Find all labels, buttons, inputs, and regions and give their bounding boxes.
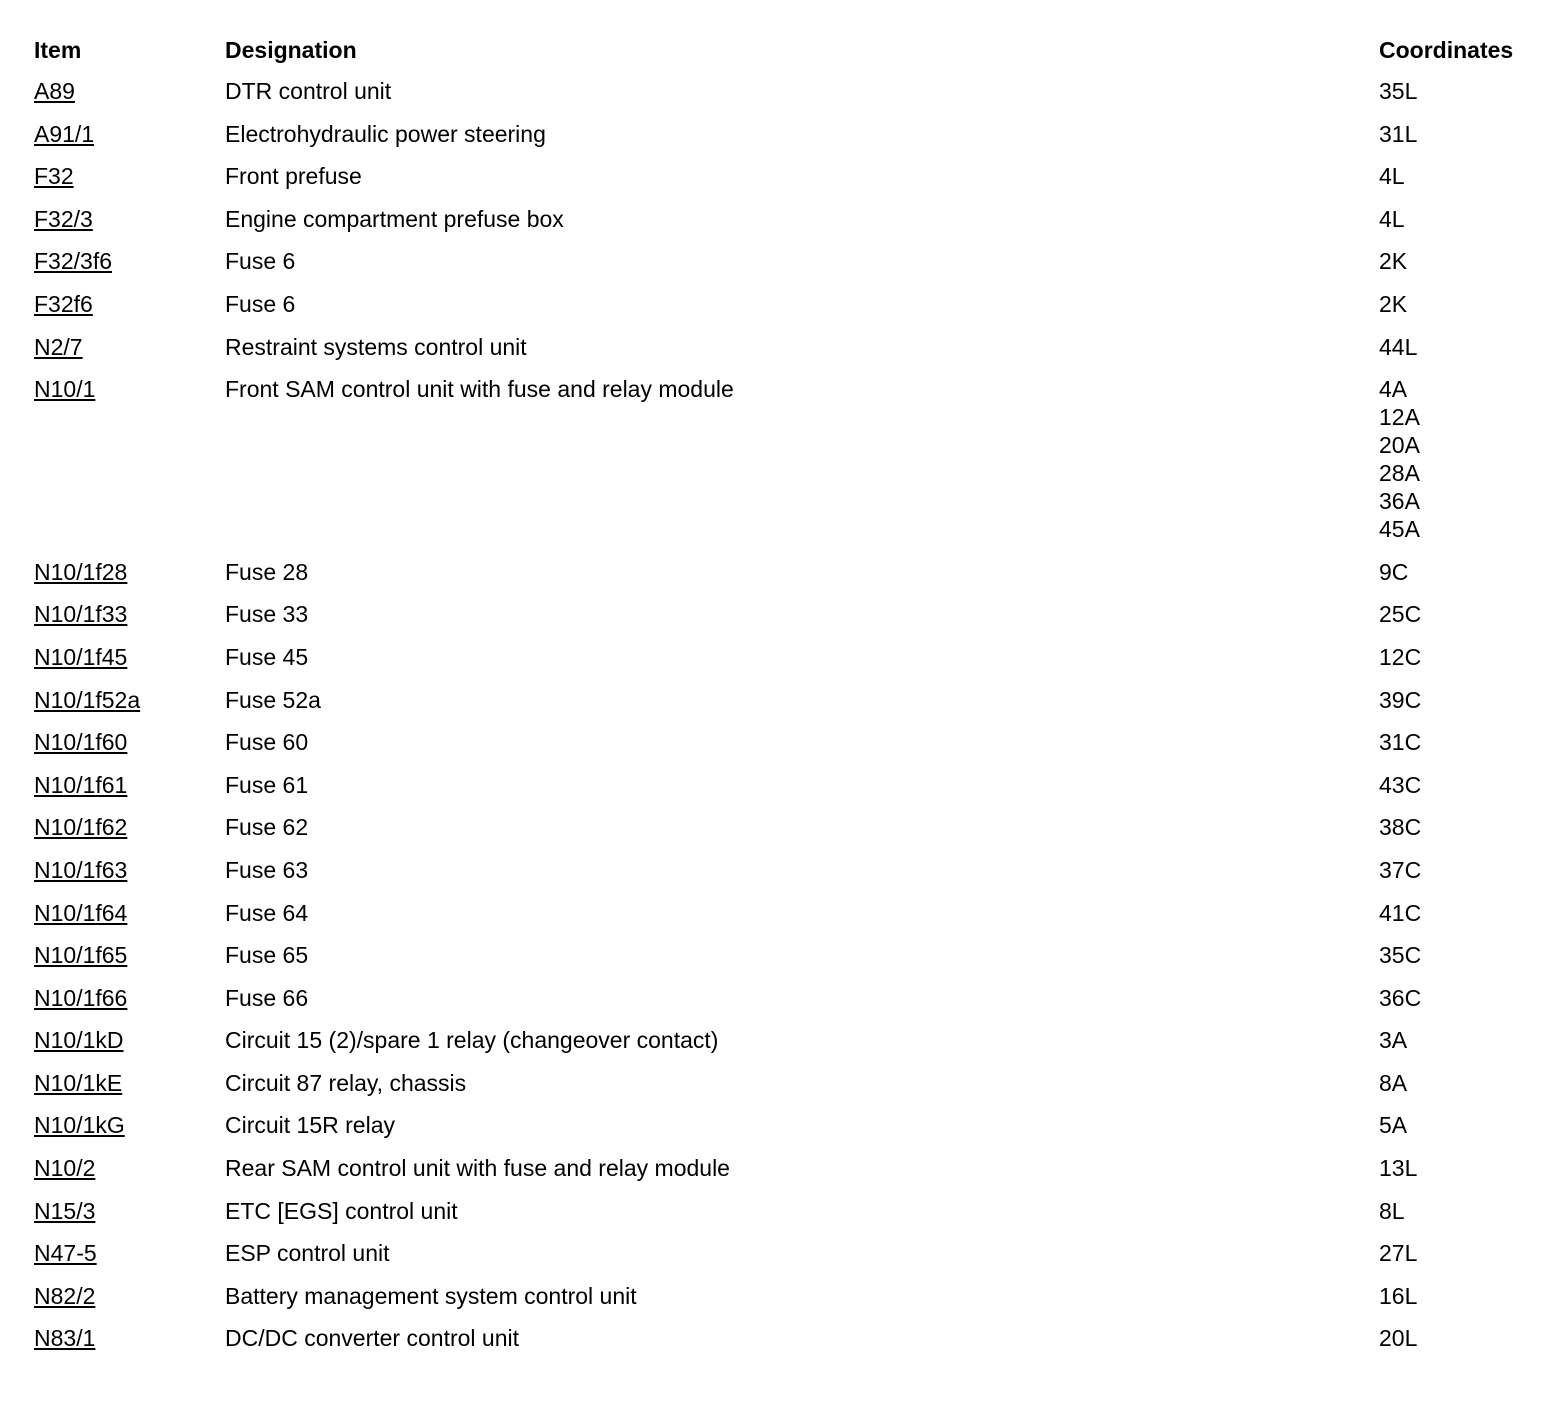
item-link[interactable]: A91/1 — [34, 120, 95, 147]
table-row — [34, 240, 1534, 283]
coordinate-value: 2K — [1379, 290, 1408, 317]
coordinate-value: 9C — [1379, 558, 1409, 585]
designation-text: Fuse 52a — [225, 686, 321, 713]
coordinate-value: 25C — [1379, 601, 1422, 628]
coordinate-value: 12C — [1379, 643, 1422, 670]
coordinate-value: 38C — [1379, 814, 1422, 841]
item-link[interactable]: N10/1f52a — [34, 686, 141, 713]
table-row — [34, 849, 1534, 892]
table-row — [34, 155, 1534, 198]
table-row — [34, 1232, 1534, 1275]
table-row — [34, 1190, 1534, 1233]
designation-text: ETC [EGS] control unit — [225, 1197, 458, 1224]
designation-text: Battery management system control unit — [225, 1282, 637, 1309]
item-link[interactable]: N10/1kE — [34, 1069, 123, 1096]
coordinates-cell — [1379, 984, 1534, 1012]
designation-text: DC/DC converter control unit — [225, 1325, 519, 1352]
item-link[interactable]: N10/2 — [34, 1155, 96, 1182]
item-link[interactable]: F32 — [34, 163, 74, 190]
item-link[interactable]: N10/1f64 — [34, 899, 128, 926]
coordinate-value: 45A — [1379, 516, 1420, 543]
designation-text: Circuit 87 relay, chassis — [225, 1069, 467, 1096]
table-row — [34, 1019, 1534, 1062]
designation-text: Fuse 64 — [225, 899, 309, 926]
designation-text: Fuse 6 — [225, 248, 296, 275]
designation-text: Restraint systems control unit — [225, 333, 527, 360]
table-row — [34, 892, 1534, 935]
table-row — [34, 283, 1534, 326]
coordinates-cell — [1379, 1026, 1534, 1054]
table-row — [34, 806, 1534, 849]
coordinate-value: 8L — [1379, 1197, 1405, 1224]
item-link[interactable]: N10/1f45 — [34, 643, 128, 670]
item-link[interactable]: N10/1f33 — [34, 601, 128, 628]
component-legend-table — [34, 30, 1534, 1360]
coordinate-value: 31L — [1379, 120, 1418, 147]
designation-text: Fuse 61 — [225, 771, 309, 798]
table-header — [34, 30, 1534, 70]
coordinate-value: 37C — [1379, 856, 1422, 883]
coordinates-cell — [1379, 686, 1534, 714]
table-row — [34, 721, 1534, 764]
item-link[interactable]: N10/1f65 — [34, 942, 128, 969]
coordinate-value: 35C — [1379, 942, 1422, 969]
table-row — [34, 368, 1534, 551]
designation-text: Fuse 33 — [225, 601, 309, 628]
item-link[interactable]: N10/1 — [34, 376, 96, 403]
coordinate-value: 5A — [1379, 1112, 1408, 1139]
coordinates-cell — [1379, 1239, 1534, 1267]
coordinate-value: 28A — [1379, 460, 1420, 487]
item-link[interactable]: N2/7 — [34, 333, 83, 360]
table-row — [34, 1317, 1534, 1360]
table-row — [34, 113, 1534, 156]
coordinate-value: 4L — [1379, 163, 1405, 190]
coordinates-cell — [1379, 120, 1534, 148]
item-link[interactable]: N10/1kG — [34, 1112, 125, 1139]
coordinates-cell — [1379, 1282, 1534, 1310]
table-row — [34, 326, 1534, 369]
item-link[interactable]: N10/1f28 — [34, 558, 128, 585]
coordinate-value: 43C — [1379, 771, 1422, 798]
coordinates-cell — [1379, 813, 1534, 841]
designation-text: Circuit 15R relay — [225, 1112, 395, 1139]
coordinates-cell — [1379, 205, 1534, 233]
designation-text: Front prefuse — [225, 163, 362, 190]
coordinate-value: 4L — [1379, 205, 1405, 232]
coordinates-cell — [1379, 643, 1534, 671]
table-row — [34, 636, 1534, 679]
coordinate-value: 3A — [1379, 1027, 1408, 1054]
table-row — [34, 70, 1534, 113]
item-link[interactable]: N82/2 — [34, 1282, 96, 1309]
coordinate-value: 13L — [1379, 1155, 1418, 1182]
designation-text: Fuse 65 — [225, 942, 309, 969]
coordinate-value: 20A — [1379, 432, 1420, 459]
coordinates-cell — [1379, 1324, 1534, 1352]
designation-text: Front SAM control unit with fuse and relay module — [225, 376, 734, 403]
coordinate-value: 41C — [1379, 899, 1422, 926]
table-row — [34, 593, 1534, 636]
coordinate-value: 39C — [1379, 686, 1422, 713]
table-row — [34, 198, 1534, 241]
coordinates-cell — [1379, 333, 1534, 361]
coordinate-value: 20L — [1379, 1325, 1418, 1352]
item-link[interactable]: N83/1 — [34, 1325, 96, 1352]
coordinate-value: 16L — [1379, 1282, 1418, 1309]
coordinates-cell — [1379, 600, 1534, 628]
header-item: Item — [34, 37, 82, 63]
item-link[interactable]: N15/3 — [34, 1197, 96, 1224]
coordinates-cell — [1379, 1197, 1534, 1225]
coordinates-cell — [1379, 375, 1534, 543]
coordinates-cell — [1379, 1154, 1534, 1182]
designation-text: Fuse 66 — [225, 984, 309, 1011]
designation-text: ESP control unit — [225, 1240, 390, 1267]
coordinate-value: 44L — [1379, 333, 1418, 360]
coordinate-value: 31C — [1379, 729, 1422, 756]
item-link[interactable]: F32/3f6 — [34, 248, 112, 275]
coordinate-value: 36C — [1379, 984, 1422, 1011]
coordinates-cell — [1379, 856, 1534, 884]
designation-text: DTR control unit — [225, 78, 392, 104]
item-link[interactable]: A89 — [34, 78, 75, 104]
coordinates-cell — [1379, 77, 1534, 105]
item-link[interactable]: N10/1f60 — [34, 729, 128, 756]
coordinates-cell — [1379, 771, 1534, 799]
coordinates-cell — [1379, 1069, 1534, 1097]
coordinates-cell — [1379, 247, 1534, 275]
table-row — [34, 977, 1534, 1020]
designation-text: Fuse 28 — [225, 558, 309, 585]
table-row — [34, 1275, 1534, 1318]
coordinates-cell — [1379, 162, 1534, 190]
coordinate-value: 8A — [1379, 1069, 1408, 1096]
item-link[interactable]: N47-5 — [34, 1240, 97, 1267]
coordinate-value: 12A — [1379, 404, 1420, 431]
coordinate-value: 4A — [1379, 376, 1408, 403]
table-body — [34, 70, 1534, 1360]
item-link[interactable]: N10/1f63 — [34, 856, 128, 883]
table-row — [34, 1062, 1534, 1105]
coordinates-cell — [1379, 1111, 1534, 1139]
designation-text: Electrohydraulic power steering — [225, 120, 546, 147]
table-row — [34, 1104, 1534, 1147]
item-link[interactable]: F32/3 — [34, 205, 93, 232]
coordinates-cell — [1379, 290, 1534, 318]
designation-text: Engine compartment prefuse box — [225, 205, 564, 232]
designation-text: Fuse 62 — [225, 814, 309, 841]
coordinate-value: 2K — [1379, 248, 1408, 275]
designation-text: Circuit 15 (2)/spare 1 relay (changeover contact) — [225, 1027, 719, 1054]
item-link[interactable]: F32f6 — [34, 290, 93, 317]
header-coordinates: Coordinates — [1379, 37, 1514, 63]
table-row — [34, 551, 1534, 594]
designation-text: Rear SAM control unit with fuse and relay module — [225, 1155, 730, 1182]
item-link[interactable]: N10/1f62 — [34, 814, 128, 841]
coordinate-value: 36A — [1379, 488, 1420, 515]
coordinates-cell — [1379, 558, 1534, 586]
item-link[interactable]: N10/1f66 — [34, 984, 128, 1011]
coordinate-value: 27L — [1379, 1240, 1418, 1267]
coordinate-value: 35L — [1379, 78, 1418, 104]
table-row — [34, 934, 1534, 977]
designation-text: Fuse 45 — [225, 643, 309, 670]
table-row — [34, 679, 1534, 722]
coordinates-cell — [1379, 941, 1534, 969]
designation-text: Fuse 63 — [225, 856, 309, 883]
item-link[interactable]: N10/1f61 — [34, 771, 128, 798]
table-row — [34, 1147, 1534, 1190]
designation-text: Fuse 60 — [225, 729, 309, 756]
header-designation: Designation — [225, 37, 357, 63]
coordinates-cell — [1379, 728, 1534, 756]
table-row — [34, 764, 1534, 807]
designation-text: Fuse 6 — [225, 290, 296, 317]
coordinates-cell — [1379, 899, 1534, 927]
item-link[interactable]: N10/1kD — [34, 1027, 124, 1054]
